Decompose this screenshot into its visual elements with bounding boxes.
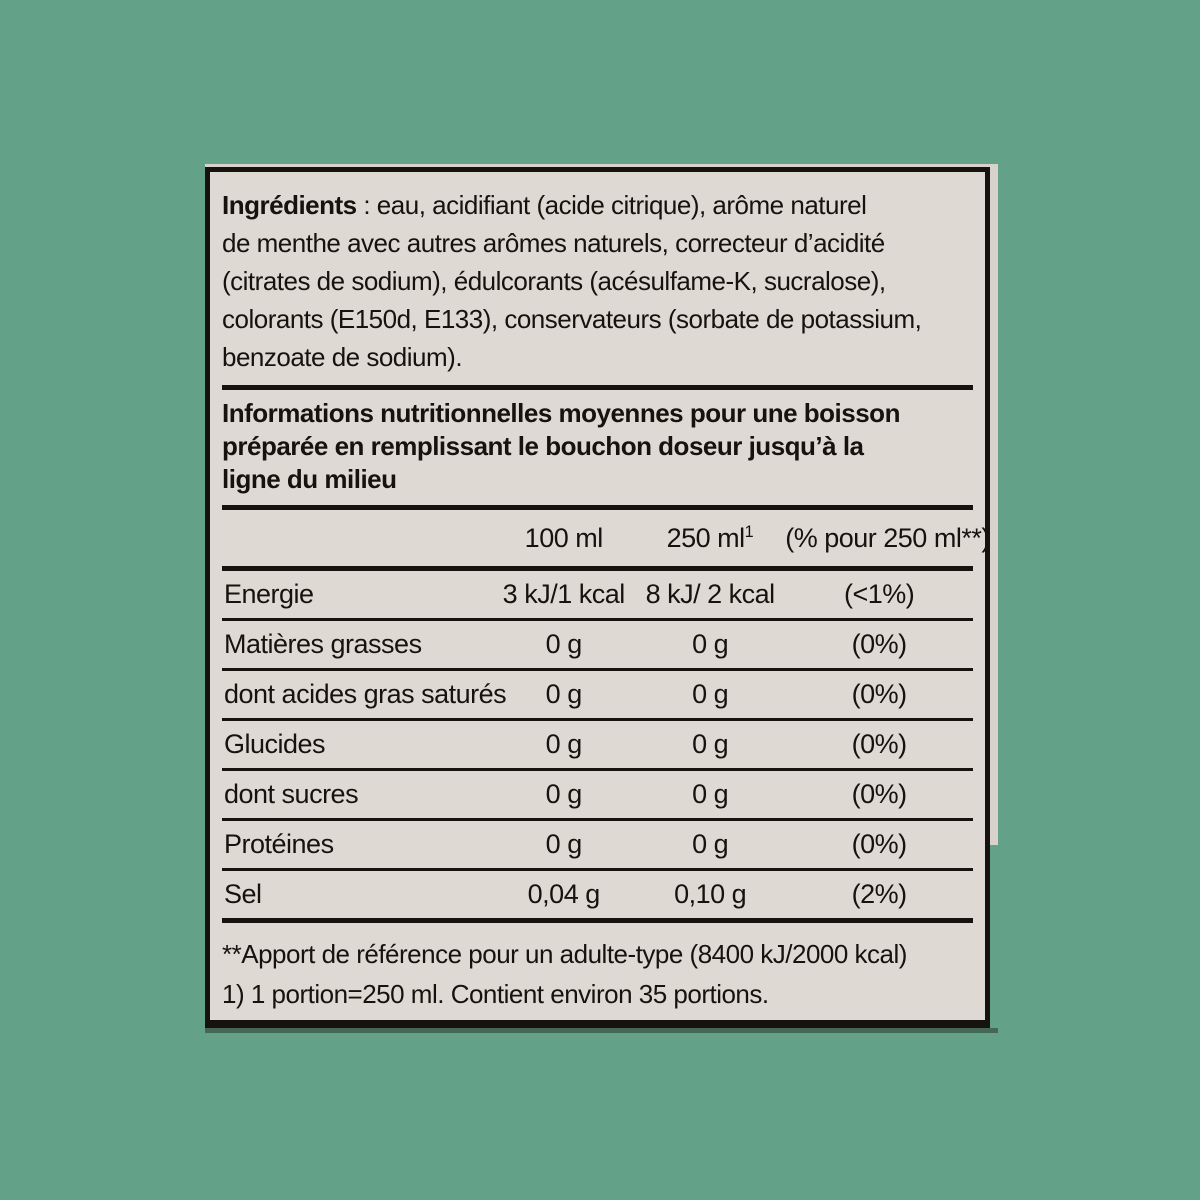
table-row-sel — [222, 871, 973, 918]
row-value-percent: (0%) — [851, 779, 907, 809]
table-row-acides-gras-satures — [222, 671, 973, 718]
row-value-250ml: 0,10 g — [674, 879, 747, 909]
row-value-250ml: 0 g — [692, 779, 729, 809]
table-row-proteines — [222, 821, 973, 868]
row-value-100ml: 0 g — [545, 679, 582, 709]
footnote-portion: 1) 1 portion=250 ml. Contient environ 35 portions. — [222, 979, 769, 1009]
table-row-glucides — [222, 721, 973, 768]
column-header-250ml-text: 250 ml — [666, 522, 745, 553]
divider — [222, 918, 973, 923]
row-value-250ml: 8 kJ/ 2 kcal — [645, 579, 775, 609]
row-label: Glucides — [224, 729, 326, 759]
label-frame — [205, 167, 990, 1028]
row-label: dont sucres — [224, 779, 359, 809]
row-label: Matières grasses — [224, 629, 422, 659]
nutrition-heading-line: préparée en remplissant le bouchon doseur jusqu’à la — [222, 431, 864, 461]
row-value-percent: (0%) — [851, 629, 907, 659]
row-value-250ml: 0 g — [692, 729, 729, 759]
row-value-100ml: 0,04 g — [527, 879, 600, 909]
divider — [222, 385, 973, 390]
row-value-100ml: 0 g — [545, 729, 582, 759]
ingredients-title: Ingrédients — [222, 190, 357, 220]
table-row-sucres — [222, 771, 973, 818]
row-value-250ml: 0 g — [692, 829, 729, 859]
row-label: Sel — [224, 879, 262, 909]
table-header-row — [222, 510, 990, 566]
row-label: dont acides gras saturés — [224, 679, 507, 709]
row-value-100ml: 0 g — [545, 779, 582, 809]
nutrition-heading-line: ligne du milieu — [222, 464, 397, 494]
nutrition-heading-line: Informations nutritionnelles moyennes pour une boisson — [222, 398, 900, 428]
ingredients-line: colorants (E150d, E133), conservateurs (sorbate de potassium, — [222, 304, 922, 334]
row-value-percent: (0%) — [851, 679, 907, 709]
ingredients-line — [222, 186, 973, 224]
nutrition-label — [205, 164, 998, 1028]
column-header-100ml: 100 ml — [524, 522, 603, 553]
row-label: Energie — [224, 579, 314, 609]
column-header-250ml — [635, 523, 785, 554]
ingredients-line: benzoate de sodium). — [222, 342, 463, 372]
row-value-percent: (2%) — [851, 879, 907, 909]
row-value-percent: (0%) — [851, 729, 907, 759]
footnote-marker: 1 — [744, 522, 754, 541]
row-value-percent: (<1%) — [843, 579, 915, 609]
row-value-250ml: 0 g — [692, 679, 729, 709]
ingredients-line: de menthe avec autres arômes naturels, correcteur d’acidité — [222, 228, 885, 258]
table-row-energie — [222, 571, 973, 618]
nutrition-heading — [222, 397, 973, 496]
ingredients-text: : eau, acidifiant (acide citrique), arôme naturel — [356, 190, 867, 220]
row-value-250ml: 0 g — [692, 629, 729, 659]
paper-edge-cutoff — [990, 845, 998, 1028]
row-value-100ml: 0 g — [545, 829, 582, 859]
ingredients-paragraph — [222, 186, 973, 376]
row-value-100ml: 3 kJ/1 kcal — [502, 579, 625, 609]
row-value-100ml: 0 g — [545, 629, 582, 659]
ingredients-line: (citrates de sodium), édulcorants (acésulfame-K, sucralose), — [222, 266, 886, 296]
column-header-percent: (% pour 250 ml**) — [785, 522, 990, 553]
row-label: Protéines — [224, 829, 334, 859]
footnote-reference-intake: **Apport de référence pour un adulte-type (8400 kJ/2000 kcal) — [222, 939, 907, 969]
table-row-matieres-grasses — [222, 621, 973, 668]
row-value-percent: (0%) — [851, 829, 907, 859]
